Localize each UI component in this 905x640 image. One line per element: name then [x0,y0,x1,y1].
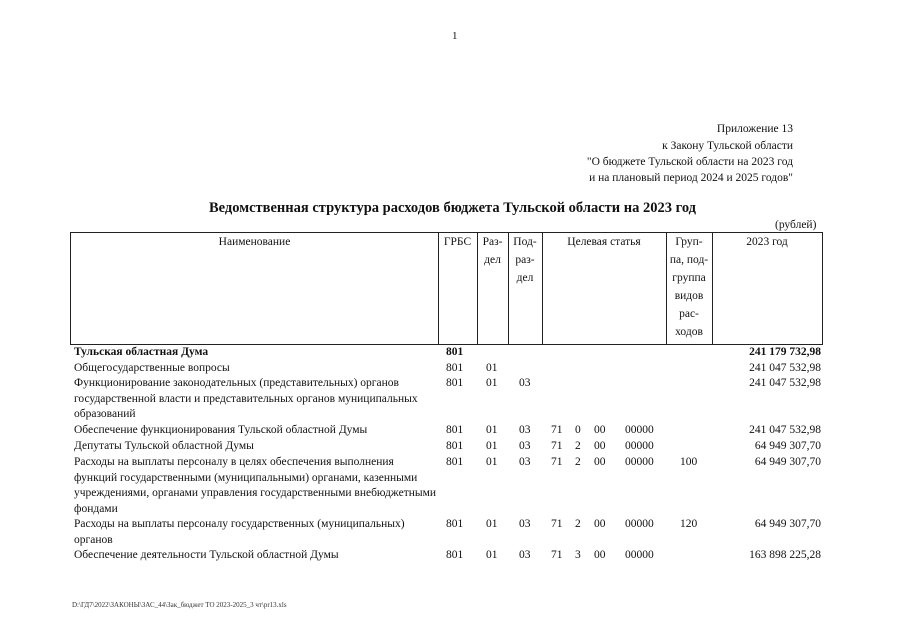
row-amount: 241 047 532,98 [749,377,821,389]
appendix-line-2: к Закону Тульской области [662,140,793,152]
row-target-event: 00 [594,518,606,530]
header-target-article: Целевая статья [567,236,641,248]
row-target-program: 71 [551,518,563,530]
row-razdel: 01 [486,456,498,468]
appendix-line-1: Приложение 13 [716,123,793,135]
footer-file-path: D:\ГД7\2022\ЗАКОНЫ\ЗАС_44\Зак_бюджет ТО 2023-2025_3 чт\pr13.xls [72,601,287,609]
header-expense-type: Груп- па, под- группа видов рас- ходов [669,236,709,338]
row-target-event: 00 [594,440,606,452]
row-podrazdel: 03 [519,424,531,436]
row-target-direction: 00000 [625,518,654,530]
row-grbs: 801 [446,424,464,436]
row-target-subprogram: 2 [575,440,581,452]
row-grbs: 801 [446,456,464,468]
row-razdel: 01 [486,518,498,530]
row-name: Обеспечение функционирования Тульской областной Думы [74,424,368,436]
row-target-subprogram: 2 [575,518,581,530]
row-name: Обеспечение деятельности Тульской областной Думы [74,549,339,561]
row-razdel: 01 [486,362,498,374]
row-name: Расходы на выплаты персоналу в целях обеспечения выполнения функций государственными (муниципальными) органами, казенными учреждениями, органами управления государственными внебюджетными фондами [74,456,437,515]
row-podrazdel: 03 [519,518,531,530]
row-target-event: 00 [594,424,606,436]
row-razdel: 01 [486,549,498,561]
row-podrazdel: 03 [519,549,531,561]
row-razdel: 01 [486,440,498,452]
row-target-direction: 00000 [625,424,654,436]
row-grbs: 801 [446,362,464,374]
row-target-event: 00 [594,549,606,561]
row-grbs: 801 [446,440,464,452]
page-number: 1 [452,30,458,42]
row-amount: 64 949 307,70 [754,518,821,530]
row-amount: 241 047 532,98 [749,424,821,436]
row-grbs: 801 [446,518,464,530]
row-name: Расходы на выплаты персоналу государственных (муниципальных) органов [74,518,405,546]
header-name: Наименование [218,236,291,248]
row-name: Депутаты Тульской областной Думы [74,440,254,452]
row-grbs: 801 [446,377,464,389]
row-grbs: 801 [446,549,464,561]
row-amount: 241 047 532,98 [749,362,821,374]
row-grbs: 801 [446,346,464,358]
header-grbs: ГРБС [443,236,472,248]
row-name: Общегосударственные вопросы [74,362,230,374]
row-name: Функционирование законодательных (представительных) органов государственной власти и представительных органов муниципальных образований [74,377,418,420]
row-target-subprogram: 2 [575,456,581,468]
units-label: (рублей) [775,219,817,231]
row-expense-type: 100 [680,456,698,468]
row-target-direction: 00000 [625,549,654,561]
row-target-subprogram: 0 [575,424,581,436]
row-target-program: 71 [551,440,563,452]
row-podrazdel: 03 [519,456,531,468]
appendix-line-3: "О бюджете Тульской области на 2023 год [586,156,793,168]
header-razdel: Раз- дел [482,236,503,266]
row-target-program: 71 [551,456,563,468]
header-podrazdel: Под- раз- дел [513,236,537,284]
row-target-direction: 00000 [625,456,654,468]
row-amount: 163 898 225,28 [749,549,821,561]
appendix-line-4: и на плановый период 2024 и 2025 годов" [589,172,793,184]
row-target-subprogram: 3 [575,549,581,561]
row-target-program: 71 [551,549,563,561]
row-name: Тульская областная Дума [74,346,209,358]
row-amount: 241 179 732,98 [749,346,821,358]
header-year: 2023 год [746,236,788,248]
row-target-event: 00 [594,456,606,468]
row-razdel: 01 [486,377,498,389]
row-target-program: 71 [551,424,563,436]
row-amount: 64 949 307,70 [754,440,821,452]
row-expense-type: 120 [680,518,698,530]
row-podrazdel: 03 [519,377,531,389]
row-podrazdel: 03 [519,440,531,452]
row-amount: 64 949 307,70 [754,456,821,468]
table-header [70,232,823,345]
document-title: Ведомственная структура расходов бюджета Тульской области на 2023 год [208,200,696,216]
row-razdel: 01 [486,424,498,436]
row-target-direction: 00000 [625,440,654,452]
